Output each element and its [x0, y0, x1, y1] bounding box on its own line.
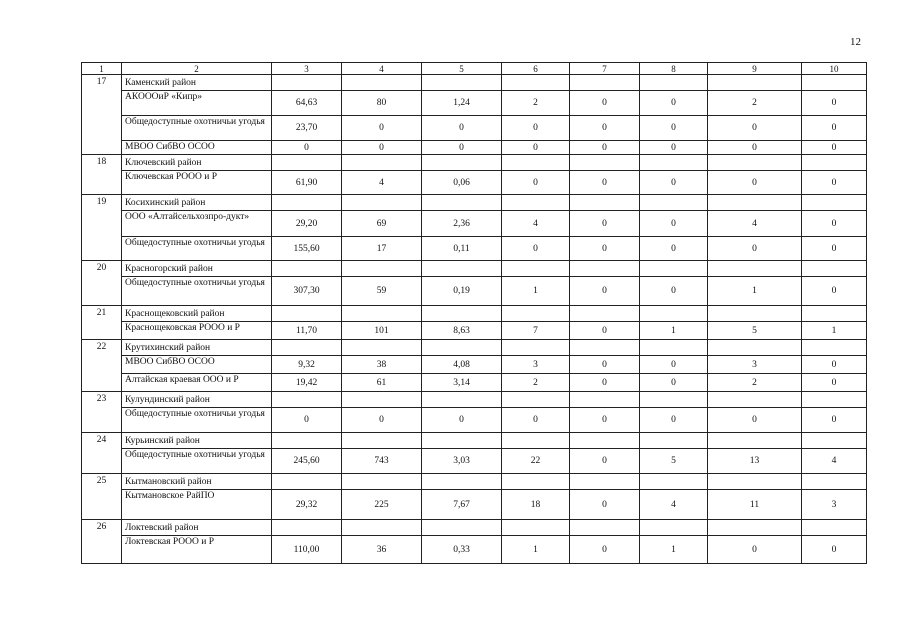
- value-cell: 0: [640, 408, 708, 433]
- empty-cell: [342, 155, 422, 171]
- value-cell: 11: [708, 490, 802, 520]
- organization-name: Общедоступные охотничьи угодья: [122, 277, 272, 306]
- empty-cell: [272, 155, 342, 171]
- column-header: 6: [502, 63, 570, 75]
- empty-cell: [640, 340, 708, 356]
- value-cell: 743: [342, 449, 422, 474]
- value-cell: 38: [342, 356, 422, 374]
- value-cell: 0: [640, 141, 708, 155]
- empty-cell: [570, 433, 640, 449]
- organization-name: ООО «Алтайсельхозпро-дукт»: [122, 211, 272, 237]
- value-cell: 4: [708, 211, 802, 237]
- value-cell: 3: [708, 356, 802, 374]
- organization-name: Общедоступные охотничьи угодья: [122, 408, 272, 433]
- empty-cell: [802, 261, 867, 277]
- table-row: [82, 449, 867, 474]
- region-name: Краснощековский район: [122, 306, 272, 322]
- empty-cell: [502, 392, 570, 408]
- empty-cell: [708, 195, 802, 211]
- page-number: 12: [850, 36, 861, 48]
- region-row: [82, 340, 867, 356]
- row-number: 21: [82, 306, 122, 340]
- empty-cell: [708, 261, 802, 277]
- value-cell: 0: [570, 490, 640, 520]
- empty-cell: [422, 155, 502, 171]
- value-cell: 0: [570, 116, 640, 141]
- row-number: 23: [82, 392, 122, 433]
- value-cell: 61,90: [272, 171, 342, 195]
- value-cell: 0: [802, 171, 867, 195]
- value-cell: 3,03: [422, 449, 502, 474]
- value-cell: 1: [708, 277, 802, 306]
- value-cell: 0,19: [422, 277, 502, 306]
- empty-cell: [802, 75, 867, 91]
- value-cell: 2: [708, 374, 802, 392]
- value-cell: 5: [640, 449, 708, 474]
- empty-cell: [342, 195, 422, 211]
- empty-cell: [570, 306, 640, 322]
- value-cell: 0: [802, 408, 867, 433]
- table-row: [82, 141, 867, 155]
- value-cell: 0: [342, 141, 422, 155]
- row-number: 19: [82, 195, 122, 261]
- empty-cell: [422, 520, 502, 536]
- empty-cell: [502, 340, 570, 356]
- empty-cell: [802, 433, 867, 449]
- empty-cell: [802, 392, 867, 408]
- organization-name: Локтевская РООО и Р: [122, 536, 272, 564]
- organization-name: Ключевская РООО и Р: [122, 171, 272, 195]
- value-cell: 0: [422, 116, 502, 141]
- region-row: [82, 433, 867, 449]
- empty-cell: [708, 155, 802, 171]
- empty-cell: [342, 340, 422, 356]
- value-cell: 0: [570, 536, 640, 564]
- row-number: 24: [82, 433, 122, 474]
- value-cell: 110,00: [272, 536, 342, 564]
- empty-cell: [272, 433, 342, 449]
- value-cell: 23,70: [272, 116, 342, 141]
- value-cell: 59: [342, 277, 422, 306]
- column-header: 10: [802, 63, 867, 75]
- value-cell: 0: [570, 91, 640, 116]
- organization-name: Кытмановское РайПО: [122, 490, 272, 520]
- empty-cell: [342, 433, 422, 449]
- organization-name: Краснощековская РООО и Р: [122, 322, 272, 340]
- value-cell: 0: [708, 237, 802, 261]
- region-row: [82, 261, 867, 277]
- value-cell: 4: [802, 449, 867, 474]
- row-number: 26: [82, 520, 122, 564]
- value-cell: 0: [708, 536, 802, 564]
- value-cell: 155,60: [272, 237, 342, 261]
- value-cell: 80: [342, 91, 422, 116]
- value-cell: 3: [502, 356, 570, 374]
- empty-cell: [342, 261, 422, 277]
- empty-cell: [570, 340, 640, 356]
- table-row: [82, 536, 867, 564]
- value-cell: 18: [502, 490, 570, 520]
- empty-cell: [640, 474, 708, 490]
- value-cell: 0: [802, 277, 867, 306]
- table-row: [82, 91, 867, 116]
- value-cell: 225: [342, 490, 422, 520]
- column-header: 7: [570, 63, 640, 75]
- empty-cell: [802, 306, 867, 322]
- organization-name: Общедоступные охотничьи угодья: [122, 237, 272, 261]
- value-cell: 4: [342, 171, 422, 195]
- empty-cell: [708, 520, 802, 536]
- table-row: [82, 408, 867, 433]
- value-cell: 1: [502, 536, 570, 564]
- empty-cell: [640, 195, 708, 211]
- empty-cell: [272, 520, 342, 536]
- value-cell: 0: [708, 408, 802, 433]
- region-name: Локтевский район: [122, 520, 272, 536]
- value-cell: 0: [502, 141, 570, 155]
- empty-cell: [272, 75, 342, 91]
- value-cell: 0: [570, 141, 640, 155]
- value-cell: 0: [422, 408, 502, 433]
- value-cell: 64,63: [272, 91, 342, 116]
- value-cell: 0: [640, 374, 708, 392]
- empty-cell: [570, 520, 640, 536]
- empty-cell: [422, 195, 502, 211]
- value-cell: 0: [802, 141, 867, 155]
- region-row: [82, 155, 867, 171]
- value-cell: 17: [342, 237, 422, 261]
- value-cell: 2,36: [422, 211, 502, 237]
- row-number: 17: [82, 75, 122, 155]
- region-name: Ключевский район: [122, 155, 272, 171]
- value-cell: 0: [708, 171, 802, 195]
- empty-cell: [570, 261, 640, 277]
- empty-cell: [570, 392, 640, 408]
- region-row: [82, 392, 867, 408]
- empty-cell: [570, 474, 640, 490]
- value-cell: 0: [570, 171, 640, 195]
- empty-cell: [422, 261, 502, 277]
- value-cell: 0: [640, 91, 708, 116]
- organization-name: Общедоступные охотничьи угодья: [122, 449, 272, 474]
- column-header: 2: [122, 63, 272, 75]
- table-row: [82, 374, 867, 392]
- empty-cell: [342, 520, 422, 536]
- empty-cell: [502, 195, 570, 211]
- table-row: [82, 171, 867, 195]
- value-cell: 0: [640, 237, 708, 261]
- organization-name: МВОО СибВО ОСОО: [122, 141, 272, 155]
- value-cell: 0: [272, 408, 342, 433]
- empty-cell: [708, 392, 802, 408]
- value-cell: 0: [502, 237, 570, 261]
- value-cell: 0: [570, 449, 640, 474]
- empty-cell: [802, 340, 867, 356]
- empty-cell: [502, 155, 570, 171]
- value-cell: 22: [502, 449, 570, 474]
- value-cell: 0: [708, 141, 802, 155]
- column-header: 3: [272, 63, 342, 75]
- column-header: 5: [422, 63, 502, 75]
- value-cell: 36: [342, 536, 422, 564]
- organization-name: Алтайская краевая ООО и Р: [122, 374, 272, 392]
- value-cell: 0,06: [422, 171, 502, 195]
- empty-cell: [802, 520, 867, 536]
- value-cell: 0: [570, 408, 640, 433]
- column-header: 9: [708, 63, 802, 75]
- table-row: [82, 322, 867, 340]
- value-cell: 2: [502, 91, 570, 116]
- table-row: [82, 116, 867, 141]
- empty-cell: [640, 261, 708, 277]
- empty-cell: [640, 392, 708, 408]
- empty-cell: [708, 306, 802, 322]
- value-cell: 0: [708, 116, 802, 141]
- table-row: [82, 237, 867, 261]
- empty-cell: [422, 75, 502, 91]
- value-cell: 9,32: [272, 356, 342, 374]
- region-row: [82, 474, 867, 490]
- table-row: [82, 211, 867, 237]
- column-header: 4: [342, 63, 422, 75]
- header-row: [82, 63, 867, 75]
- empty-cell: [708, 433, 802, 449]
- value-cell: 0: [570, 322, 640, 340]
- value-cell: 0: [342, 408, 422, 433]
- value-cell: 29,32: [272, 490, 342, 520]
- value-cell: 29,20: [272, 211, 342, 237]
- value-cell: 1: [640, 536, 708, 564]
- empty-cell: [272, 195, 342, 211]
- organization-name: Общедоступные охотничьи угодья: [122, 116, 272, 141]
- value-cell: 0: [640, 277, 708, 306]
- value-cell: 19,42: [272, 374, 342, 392]
- table-row: [82, 277, 867, 306]
- table-row: [82, 490, 867, 520]
- value-cell: 2: [502, 374, 570, 392]
- table-row: [82, 356, 867, 374]
- value-cell: 2: [708, 91, 802, 116]
- value-cell: 69: [342, 211, 422, 237]
- empty-cell: [502, 520, 570, 536]
- value-cell: 0: [802, 536, 867, 564]
- value-cell: 1: [802, 322, 867, 340]
- empty-cell: [802, 155, 867, 171]
- hunting-statistics-table: [81, 62, 867, 564]
- row-number: 18: [82, 155, 122, 195]
- region-row: [82, 520, 867, 536]
- row-number: 20: [82, 261, 122, 306]
- value-cell: 0: [570, 356, 640, 374]
- region-name: Кулундинский район: [122, 392, 272, 408]
- value-cell: 5: [708, 322, 802, 340]
- value-cell: 245,60: [272, 449, 342, 474]
- value-cell: 4: [640, 490, 708, 520]
- value-cell: 0: [802, 237, 867, 261]
- value-cell: 0: [422, 141, 502, 155]
- value-cell: 0: [570, 237, 640, 261]
- value-cell: 101: [342, 322, 422, 340]
- region-name: Каменский район: [122, 75, 272, 91]
- empty-cell: [422, 340, 502, 356]
- empty-cell: [640, 520, 708, 536]
- empty-cell: [802, 474, 867, 490]
- empty-cell: [708, 75, 802, 91]
- organization-name: МВОО СибВО ОСОО: [122, 356, 272, 374]
- value-cell: 1,24: [422, 91, 502, 116]
- value-cell: 0: [502, 408, 570, 433]
- empty-cell: [342, 75, 422, 91]
- value-cell: 0: [802, 91, 867, 116]
- value-cell: 7,67: [422, 490, 502, 520]
- empty-cell: [272, 474, 342, 490]
- empty-cell: [422, 433, 502, 449]
- empty-cell: [272, 261, 342, 277]
- value-cell: 0: [802, 356, 867, 374]
- empty-cell: [570, 75, 640, 91]
- region-name: Крутихинский район: [122, 340, 272, 356]
- value-cell: 0: [640, 116, 708, 141]
- value-cell: 13: [708, 449, 802, 474]
- value-cell: 4: [502, 211, 570, 237]
- region-row: [82, 306, 867, 322]
- row-number: 22: [82, 340, 122, 392]
- column-header: 8: [640, 63, 708, 75]
- empty-cell: [422, 474, 502, 490]
- empty-cell: [640, 433, 708, 449]
- value-cell: 1: [502, 277, 570, 306]
- value-cell: 0: [802, 374, 867, 392]
- empty-cell: [640, 306, 708, 322]
- region-name: Кытмановский район: [122, 474, 272, 490]
- value-cell: 0: [570, 277, 640, 306]
- value-cell: 0: [640, 356, 708, 374]
- empty-cell: [422, 306, 502, 322]
- empty-cell: [272, 392, 342, 408]
- empty-cell: [502, 474, 570, 490]
- value-cell: 0: [570, 374, 640, 392]
- region-row: [82, 195, 867, 211]
- column-header: 1: [82, 63, 122, 75]
- value-cell: 0: [342, 116, 422, 141]
- empty-cell: [502, 261, 570, 277]
- empty-cell: [342, 392, 422, 408]
- empty-cell: [640, 155, 708, 171]
- empty-cell: [640, 75, 708, 91]
- value-cell: 11,70: [272, 322, 342, 340]
- empty-cell: [272, 306, 342, 322]
- value-cell: 3: [802, 490, 867, 520]
- empty-cell: [502, 75, 570, 91]
- value-cell: 0: [502, 171, 570, 195]
- empty-cell: [272, 340, 342, 356]
- empty-cell: [502, 433, 570, 449]
- value-cell: 61: [342, 374, 422, 392]
- empty-cell: [802, 195, 867, 211]
- empty-cell: [570, 195, 640, 211]
- value-cell: 0,33: [422, 536, 502, 564]
- value-cell: 0: [502, 116, 570, 141]
- region-name: Косихинский район: [122, 195, 272, 211]
- empty-cell: [708, 474, 802, 490]
- region-name: Курьинский район: [122, 433, 272, 449]
- value-cell: 0: [802, 116, 867, 141]
- empty-cell: [570, 155, 640, 171]
- value-cell: 8,63: [422, 322, 502, 340]
- value-cell: 3,14: [422, 374, 502, 392]
- empty-cell: [342, 474, 422, 490]
- value-cell: 4,08: [422, 356, 502, 374]
- region-row: [82, 75, 867, 91]
- value-cell: 0: [640, 211, 708, 237]
- empty-cell: [342, 306, 422, 322]
- value-cell: 7: [502, 322, 570, 340]
- value-cell: 0: [272, 141, 342, 155]
- value-cell: 307,30: [272, 277, 342, 306]
- empty-cell: [708, 340, 802, 356]
- value-cell: 0,11: [422, 237, 502, 261]
- organization-name: АКОООиР «Кипр»: [122, 91, 272, 116]
- value-cell: 0: [640, 171, 708, 195]
- empty-cell: [422, 392, 502, 408]
- value-cell: 0: [570, 211, 640, 237]
- value-cell: 1: [640, 322, 708, 340]
- empty-cell: [502, 306, 570, 322]
- region-name: Красногорский район: [122, 261, 272, 277]
- row-number: 25: [82, 474, 122, 520]
- value-cell: 0: [802, 211, 867, 237]
